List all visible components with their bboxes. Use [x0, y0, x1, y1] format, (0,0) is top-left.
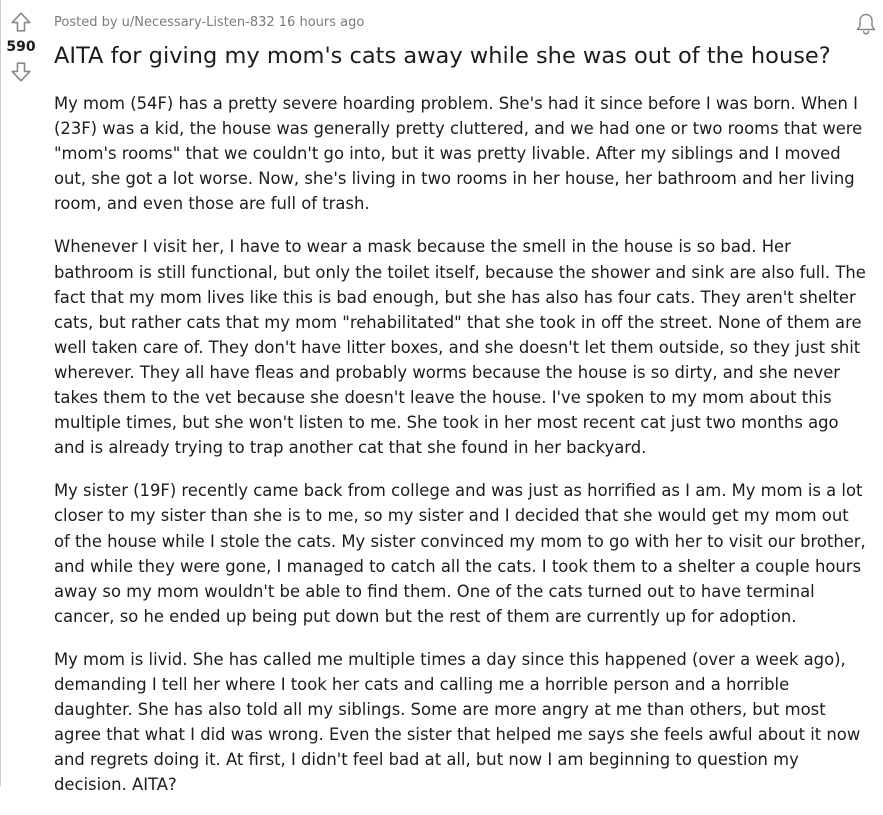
post-meta	[54, 15, 364, 31]
post-paragraph: My mom is livid. She has called me multiple times a day since this happened (over a week ago), demanding I tell her where I took her cats and calling me a horrible person and a horrible daughter. She has also told all my siblings. Some are more angry at me than others, but most agree that what I did was wrong. Even the sister that helped me says she feels awful about it now and regrets doing it. At first, I didn't feel bad at all, but now I am beginning to question my decision. AITA?	[54, 649, 861, 795]
posted-by-label: Posted by	[54, 15, 118, 30]
author-link[interactable]: u/Necessary-Listen-832	[121, 15, 275, 30]
post-paragraph: My mom (54F) has a pretty severe hoarding problem. She's had it since before I was born. When I (23F) was a kid, the house was generally pretty cluttered, and we had one or two rooms that were "mom's rooms" that we couldn't go into, but it was pretty livable. After my siblings and I moved out, she got a lot worse. Now, she's living in two rooms in her house, her bathroom and her living room, and even those are full of trash.	[54, 94, 863, 214]
vote-score: 590	[6, 39, 36, 55]
bell-icon	[854, 12, 878, 36]
post-paragraph: Whenever I visit her, I have to wear a mask because the smell in the house is so bad. Her bathroom is still functional, but only the toilet itself, because the shower and sink are also full. The fact that my mom lives like this is bad enough, but she has also has four cats. They aren't shelter cats, but rather cats that my mom "rehabilitated" that she took in off the street. None of them are well taken care of. They don't have litter boxes, and she doesn't let them outside, so they just shit wherever. They all have fleas and probably worms because the house is so dirty, and she never takes them to the vet because she doesn't leave the house. I've spoken to my mom about this multiple times, but she won't listen to me. She took in her most recent cat just two months ago and is already trying to trap another cat that she found in her backyard.	[54, 237, 866, 458]
post-time: 16 hours ago	[278, 15, 365, 30]
post-title[interactable]: AITA for giving my mom's cats away while she was out of the house?	[54, 43, 831, 69]
post-paragraph: My sister (19F) recently came back from college and was just as horrified as I am. My mom is a lot closer to my sister than she is to me, so my sister and I decided that she would get my mom out of the house while I stole the cats. My sister convinced my mom to go with her to visit our brother, and while they were gone, I managed to catch all the cats. I took them to a shelter a couple hours away so my mom wouldn't be able to find them. One of the cats turned out to have terminal cancer, so he ended up being put down but the rest of them are currently up for adoption.	[54, 481, 866, 626]
downvote-arrow-icon	[10, 61, 32, 83]
upvote-button[interactable]	[7, 8, 35, 36]
post-body	[54, 91, 869, 815]
vote-column	[1, 8, 41, 86]
downvote-button[interactable]	[7, 58, 35, 86]
notification-button[interactable]	[853, 11, 879, 37]
upvote-arrow-icon	[10, 11, 32, 33]
